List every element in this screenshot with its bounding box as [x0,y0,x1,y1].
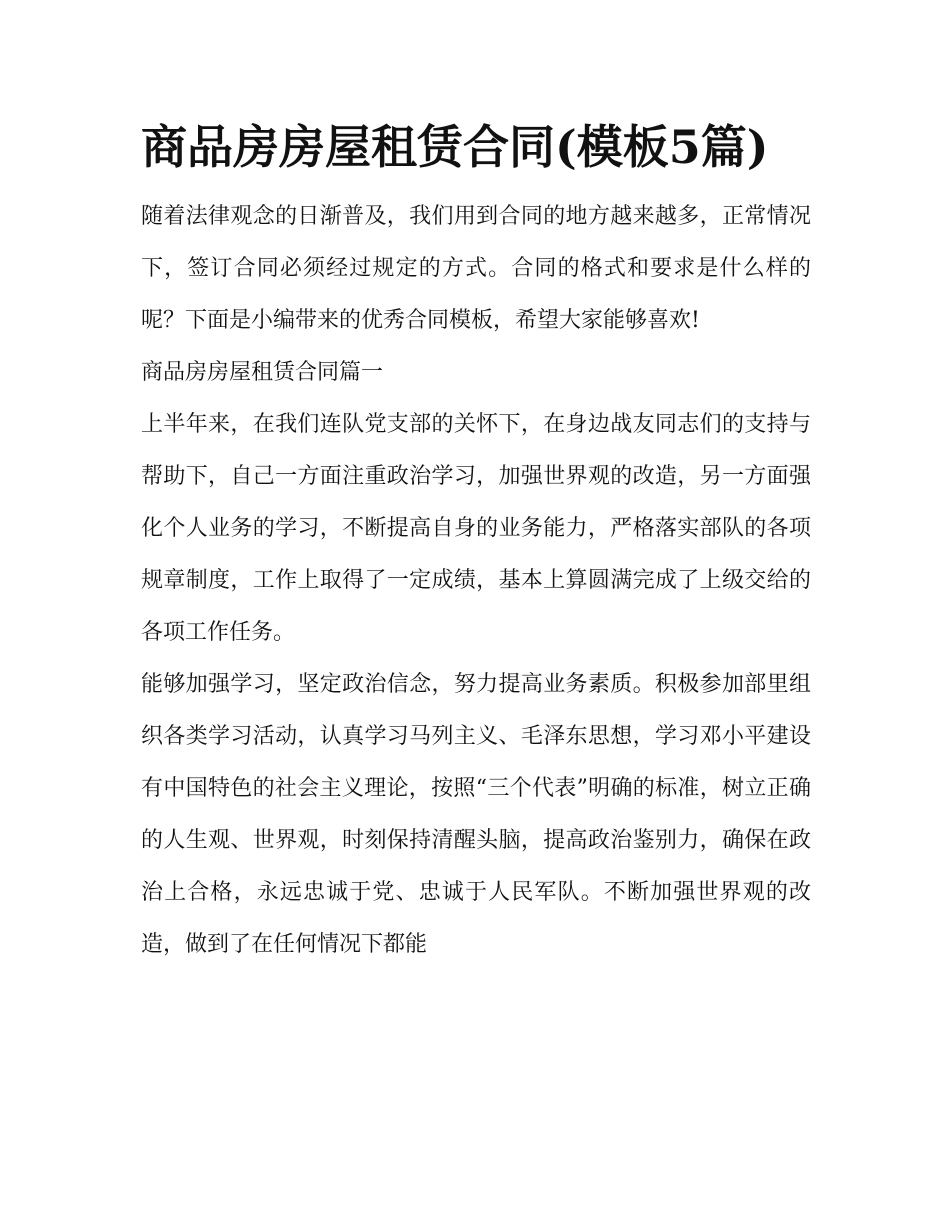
document-page [141,115,811,971]
document-title: 商品房房屋租赁合同(模板5篇) [141,120,769,174]
body-paragraph: 上半年来，在我们连队党支部的关怀下，在身边战友同志们的支持与帮助下，自己一方面注重政治学习，加强世界观的改造，另一方面强化个人业务的学习，不断提高自身的业务能力，严格落实部队的各项规章制度，工作上取得了一定成绩，基本上算圆满完成了上级交给的各项工作任务。 [141,412,811,645]
intro-paragraph: 随着法律观念的日渐普及，我们用到合同的地方越来越多，正常情况下，签订合同必须经过规定的方式。合同的格式和要求是什么样的呢？下面是小编带来的优秀合同模板，希望大家能够喜欢! [141,204,811,333]
body-paragraph: 能够加强学习，坚定政治信念，努力提高业务素质。积极参加部里组织各类学习活动，认真学习马列主义、毛泽东思想，学习邓小平建设有中国特色的社会主义理论，按照“三个代表”明确的标准，树立正确的人生观、世界观，时刻保持清醒头脑，提高政治鉴别力，确保在政治上合格，永远忠诚于党、忠诚于人民军队。不断加强世界观的改造，做到了在任何情况下都能 [141,672,811,957]
section-heading: 商品房房屋租赁合同篇一 [141,360,384,385]
